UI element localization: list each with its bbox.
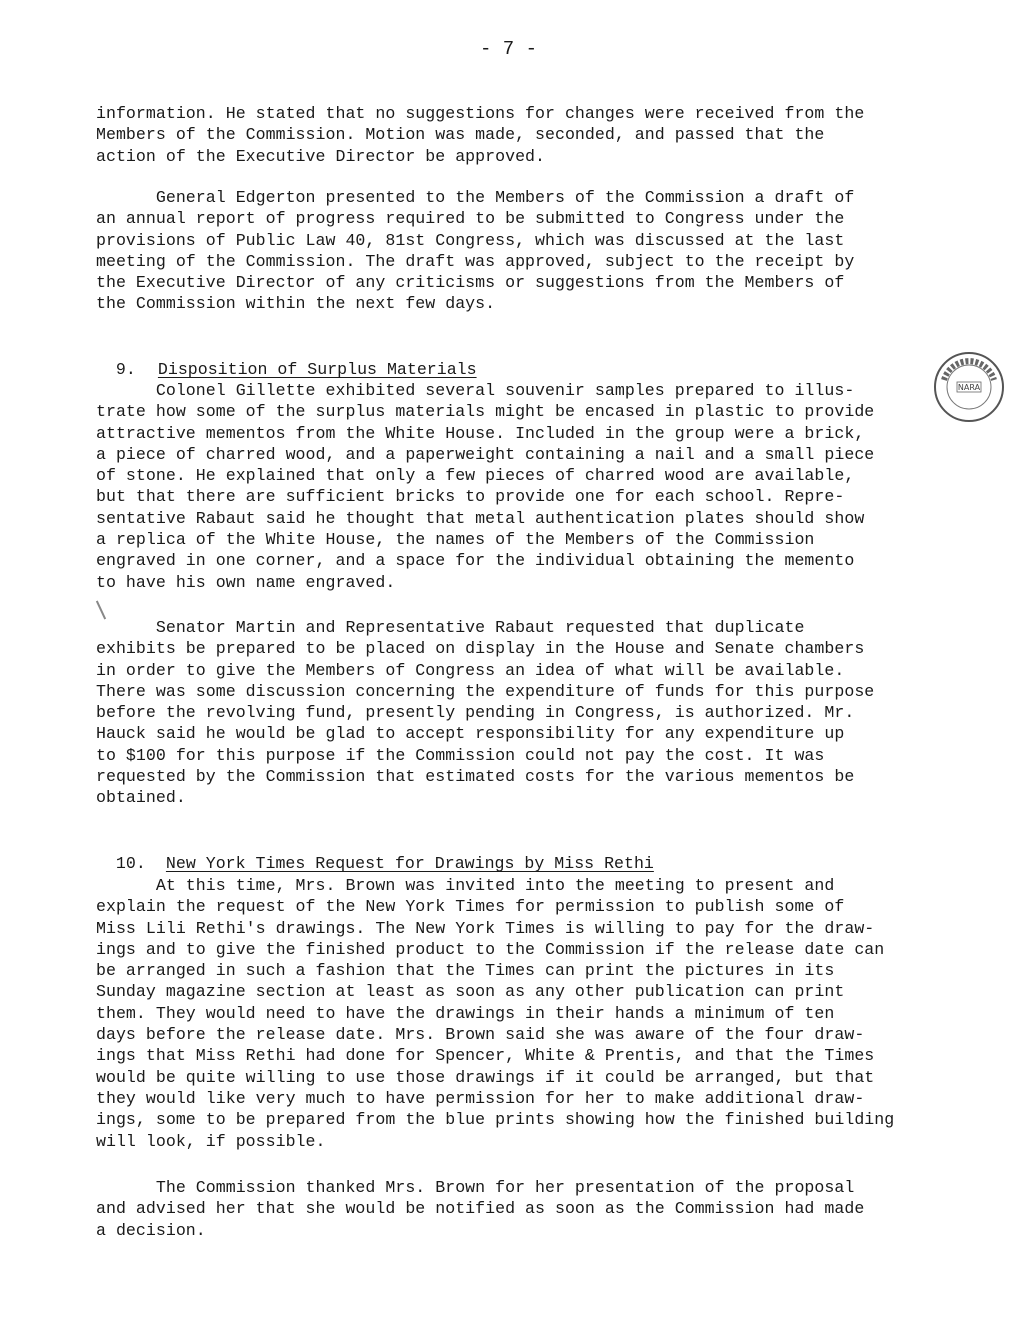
text-line: to have his own name engraved. bbox=[96, 572, 396, 592]
text-line: exhibits be prepared to be placed on display in the House and Senate chambers bbox=[96, 639, 865, 659]
text-line: Colonel Gillette exhibited several souvenir samples prepared to illus- bbox=[96, 381, 855, 400]
text-line: will look, if possible. bbox=[96, 1131, 326, 1151]
paragraph-new-york-times bbox=[96, 875, 966, 1152]
paragraph-annual-report bbox=[96, 187, 966, 315]
text-line: ings, some to be prepared from the blue prints showing how the finished building bbox=[96, 1110, 895, 1130]
text-line: but that there are sufficient bricks to provide one for each school. Repre- bbox=[96, 487, 845, 507]
text-line: There was some discussion concerning the expenditure of funds for this purpose bbox=[96, 681, 875, 701]
text-line: to $100 for this purpose if the Commission could not pay the cost. It was bbox=[96, 745, 825, 765]
text-line: Sunday magazine section at least as soon as any other publication can print bbox=[96, 982, 845, 1002]
text-line: would be quite willing to use those drawings if it could be arranged, but that bbox=[96, 1067, 875, 1087]
text-line: ings that Miss Rethi had done for Spencer, White & Prentis, and that the Times bbox=[96, 1046, 875, 1066]
text-line: General Edgerton presented to the Members of the Commission a draft of bbox=[96, 188, 855, 207]
text-line: trate how some of the surplus materials might be encased in plastic to provide bbox=[96, 402, 875, 422]
text-line: engraved in one corner, and a space for the individual obtaining the memento bbox=[96, 551, 855, 571]
text-line: the Executive Director of any criticisms or suggestions from the Members of bbox=[96, 273, 845, 293]
text-line: meeting of the Commission. The draft was approved, subject to the receipt by bbox=[96, 251, 855, 271]
section-heading-10 bbox=[96, 832, 654, 874]
text-line: action of the Executive Director be approved. bbox=[96, 146, 546, 166]
text-line: in order to give the Members of Congress an idea of what will be available. bbox=[96, 660, 845, 680]
text-line: sentative Rabaut said he thought that metal authentication plates should show bbox=[96, 508, 865, 528]
text-line: The Commission thanked Mrs. Brown for her presentation of the proposal bbox=[96, 1178, 855, 1197]
text-line: before the revolving fund, presently pending in Congress, is authorized. Mr. bbox=[96, 703, 855, 723]
text-line: a decision. bbox=[96, 1220, 206, 1240]
text-line: them. They would need to have the drawings in their hands a minimum of ten bbox=[96, 1003, 835, 1023]
text-line: and advised her that she would be notified as soon as the Commission had made bbox=[96, 1199, 865, 1219]
section-number: 9. bbox=[115, 360, 136, 379]
text-line: attractive mementos from the White House. Included in the group were a brick, bbox=[96, 423, 865, 443]
text-line: of stone. He explained that only a few pieces of charred wood are available, bbox=[96, 466, 855, 486]
library-seal-icon bbox=[932, 350, 1006, 424]
stamp-text: NARA bbox=[957, 383, 981, 392]
paragraph-continuation bbox=[96, 103, 966, 167]
text-line: information. He stated that no suggestions for changes were received from the bbox=[96, 104, 865, 123]
text-line: Hauck said he would be glad to accept responsibility for any expenditure up bbox=[96, 724, 845, 744]
text-line: Senator Martin and Representative Rabaut requested that duplicate bbox=[96, 618, 805, 637]
text-line: be arranged in such a fashion that the Times can print the pictures in its bbox=[96, 961, 835, 981]
text-line: obtained. bbox=[96, 788, 186, 808]
text-line: they would like very much to have permission for her to make additional draw- bbox=[96, 1088, 865, 1108]
text-line: requested by the Commission that estimated costs for the various mementos be bbox=[96, 767, 855, 787]
paragraph-duplicate-exhibits bbox=[96, 617, 966, 809]
text-line: explain the request of the New York Times for permission to publish some of bbox=[96, 897, 845, 917]
page-number: - 7 - bbox=[480, 38, 538, 60]
text-line: a replica of the White House, the names of the Members of the Commission bbox=[96, 530, 815, 550]
section-heading-9 bbox=[96, 338, 477, 380]
text-line: days before the release date. Mrs. Brown said she was aware of the four draw- bbox=[96, 1025, 865, 1045]
text-line: ings and to give the finished product to the Commission if the release date can bbox=[96, 939, 885, 959]
text-line: Members of the Commission. Motion was made, seconded, and passed that the bbox=[96, 125, 825, 145]
text-line: Miss Lili Rethi's drawings. The New York Times is willing to pay for the draw- bbox=[96, 918, 875, 938]
paragraph-souvenir-samples bbox=[96, 380, 966, 593]
section-title: Disposition of Surplus Materials bbox=[157, 360, 477, 379]
paragraph-commission-thanks bbox=[96, 1177, 966, 1241]
text-line: a piece of charred wood, and a paperweight containing a nail and a small piece bbox=[96, 444, 875, 464]
text-line: the Commission within the next few days. bbox=[96, 294, 496, 314]
text-line: At this time, Mrs. Brown was invited into the meeting to present and bbox=[96, 876, 835, 895]
section-title: New York Times Request for Drawings by Miss Rethi bbox=[165, 854, 654, 873]
text-line: an annual report of progress required to be submitted to Congress under the bbox=[96, 209, 845, 229]
text-line: provisions of Public Law 40, 81st Congress, which was discussed at the last bbox=[96, 230, 845, 250]
section-number: 10. bbox=[115, 854, 146, 873]
